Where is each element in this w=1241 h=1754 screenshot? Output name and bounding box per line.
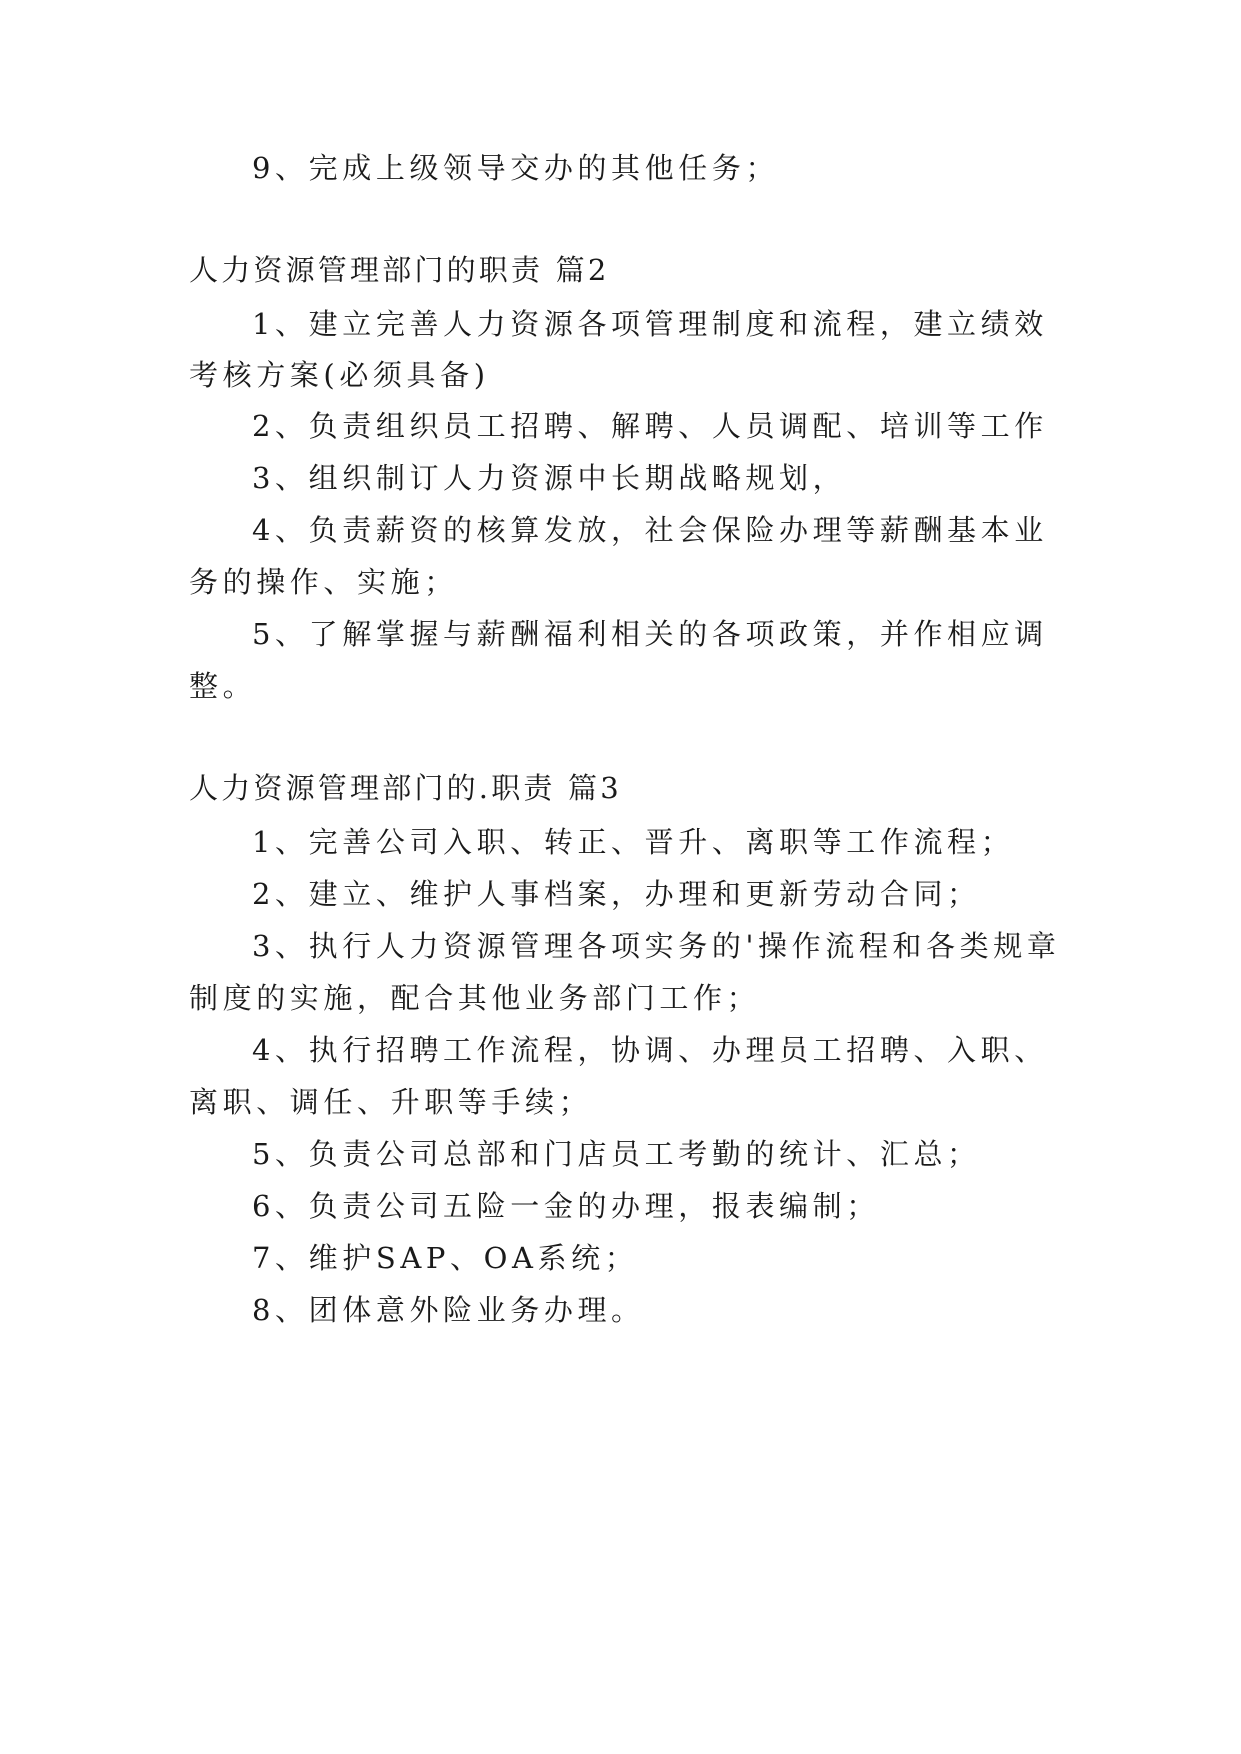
duty-item-3-2: 2、建立、维护人事档案，办理和更新劳动合同； xyxy=(252,877,981,911)
duty-item-3-3-line-1: 3、执行人力资源管理各项实务的'操作流程和各类规章 xyxy=(252,929,1061,963)
duty-item-3: 3、组织制订人力资源中长期战略规划， xyxy=(252,461,847,495)
duty-item-3-8: 8、团体意外险业务办理。 xyxy=(252,1293,645,1327)
duty-item-3-3-line-2: 制度的实施，配合其他业务部门工作； xyxy=(189,981,761,1015)
duty-item-3-6: 6、负责公司五险一金的办理，报表编制； xyxy=(252,1189,880,1223)
task-item-9: 9、完成上级领导交办的其他任务； xyxy=(252,151,780,185)
section-heading-2: 人力资源管理部门的职责 篇2 xyxy=(189,253,610,287)
section-heading-3: 人力资源管理部门的.职责 篇3 xyxy=(189,771,622,805)
duty-item-3-4-line-1: 4、执行招聘工作流程，协调、办理员工招聘、入职、 xyxy=(252,1033,1048,1067)
duty-item-4-line-2: 务的操作、实施； xyxy=(189,565,458,599)
duty-item-3-4-line-2: 离职、调任、升职等手续； xyxy=(189,1085,593,1119)
duty-item-5-line-2: 整。 xyxy=(189,669,257,703)
duty-item-3-5: 5、负责公司总部和门店员工考勤的统计、汇总； xyxy=(252,1137,981,1171)
duty-item-3-7: 7、维护SAP、OA系统； xyxy=(252,1241,639,1275)
duty-item-2: 2、负责组织员工招聘、解聘、人员调配、培训等工作 xyxy=(252,409,1048,443)
duty-item-4-line-1: 4、负责薪资的核算发放，社会保险办理等薪酬基本业 xyxy=(252,513,1048,547)
duty-item-1-line-2: 考核方案(必须具备) xyxy=(189,358,490,392)
duty-item-1-line-1: 1、建立完善人力资源各项管理制度和流程，建立绩效 xyxy=(252,307,1048,341)
duty-item-3-1: 1、完善公司入职、转正、晋升、离职等工作流程； xyxy=(252,825,1015,859)
duty-item-5-line-1: 5、了解掌握与薪酬福利相关的各项政策，并作相应调 xyxy=(252,617,1048,651)
